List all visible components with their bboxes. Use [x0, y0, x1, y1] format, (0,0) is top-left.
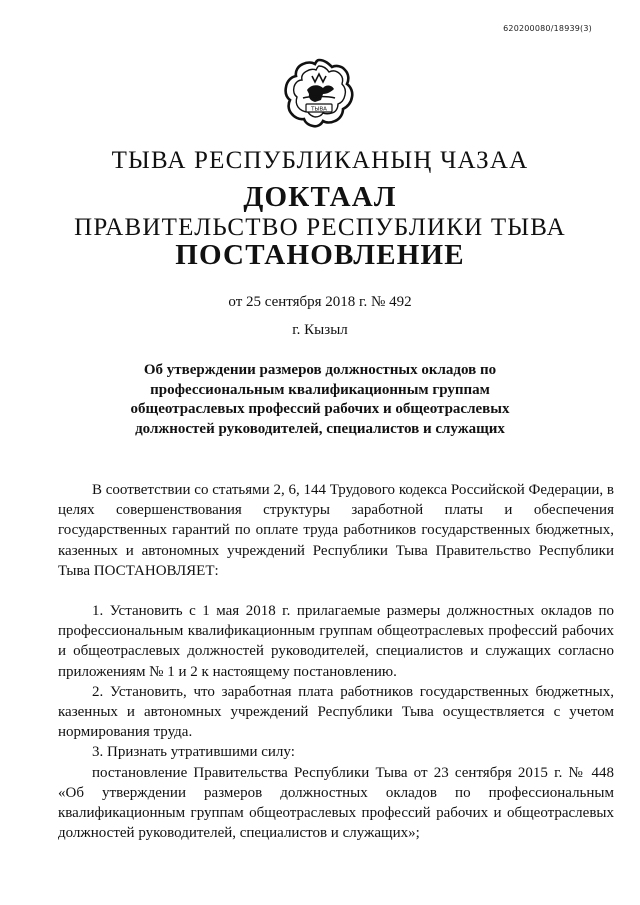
clause-1: 1. Установить с 1 мая 2018 г. прилагаемые размеры должностных окладов по профессиональным квалификационным группам общеотраслевых профессий рабочих и общеотраслевых должностей руководителей, специалистов и служащих согласно приложениям № 1 и 2 к настоящему постановлению.: [58, 603, 614, 680]
title-decree: ПОСТАНОВЛЕНИЕ: [175, 239, 465, 271]
preamble-paragraph: В соответствии со статьями 2, 6, 144 Трудового кодекса Российской Федерации, в целях совершенствования структуры заработной платы и обеспечения государственных гарантий по оплате труда работников государственных бюджетных, казенных и автономных учреждений Республики Тыва Правительство Республики Тыва ПОСТАНОВЛЯЕТ:: [58, 482, 614, 579]
tyva-emblem-icon: [279, 54, 359, 134]
decree-subject: Об утверждении размеров должностных окладов по профессиональным квалификационным группам общеотраслевых профессий рабочих и общеотраслевых должностей руководителей, специалистов и служащих: [130, 362, 510, 437]
clause-3: 3. Признать утратившими силу:: [92, 744, 295, 761]
decree-date-number: от 25 сентября 2018 г. № 492: [228, 294, 412, 310]
title-government: ПРАВИТЕЛЬСТВО РЕСПУБЛИКИ ТЫВА: [74, 214, 566, 241]
title-doktaal: ДОКТААЛ: [243, 181, 397, 213]
clause-2: 2. Установить, что заработная плата работников государственных бюджетных, казенных и автономных учреждений Республики Тыва осуществляется с учетом нормирования труда.: [58, 683, 614, 741]
title-tyva-government: ТЫВА РЕСПУБЛИКАНЫҢ ЧАЗАА: [111, 147, 529, 174]
clause-3-subitem-1: постановление Правительства Республики Тыва от 23 сентября 2015 г. № 448 «Об утверждении размеров должностных окладов по профессиональным квалификационным группам общеотраслевых профессий рабочих и общеотраслевых должностей руководителей, специалистов и служащих»;: [58, 764, 614, 842]
emblem-label: ТЫВА: [311, 106, 327, 113]
decree-body: [58, 480, 614, 843]
decree-city: г. Кызыл: [292, 322, 348, 338]
document-number: 620200080/18939(3): [503, 24, 592, 33]
